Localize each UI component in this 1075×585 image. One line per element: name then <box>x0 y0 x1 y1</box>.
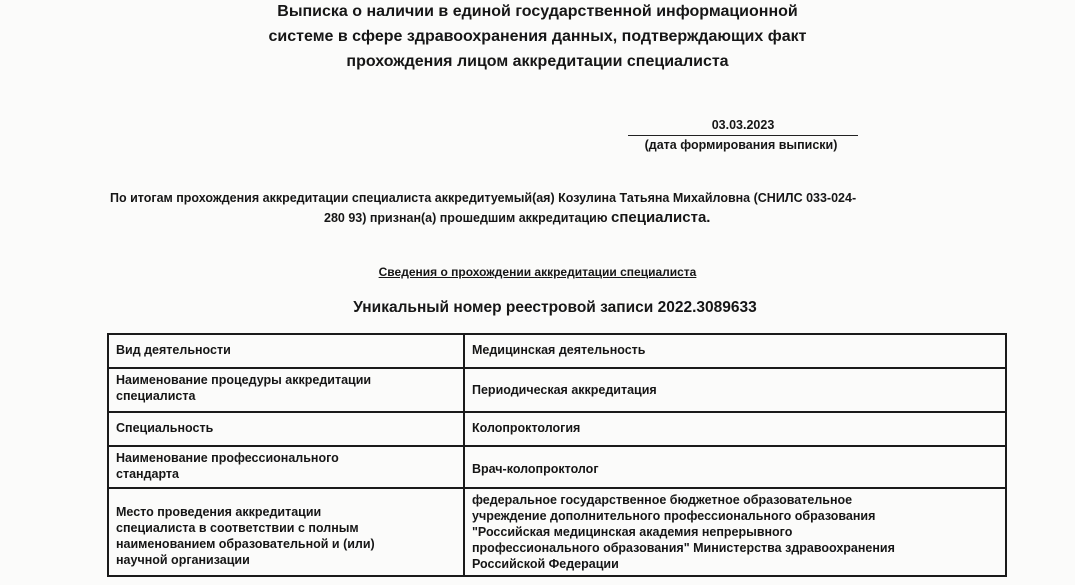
document-title <box>0 0 1075 74</box>
table-cell-label: Вид деятельности <box>108 334 464 368</box>
date-caption: (дата формирования выписки) <box>644 138 838 152</box>
label-line: специалиста в соответствии с полным <box>116 521 359 535</box>
label-line: наименованием образовательной и (или) <box>116 537 375 551</box>
value-line: федеральное государственное бюджетное образовательное <box>472 493 853 507</box>
accreditation-table <box>107 333 1007 577</box>
label-line: Наименование профессионального <box>116 451 339 465</box>
table-cell-label <box>108 368 464 412</box>
label-line: научной организации <box>116 553 250 567</box>
value-text: Врач-колопроктолог <box>472 462 599 476</box>
intro-line-2 <box>110 208 1010 228</box>
label-line: стандарта <box>116 467 180 481</box>
table-row <box>108 446 1006 488</box>
table-cell-label <box>108 446 464 488</box>
value-line: учреждение дополнительного профессионального образования <box>472 509 876 523</box>
table-row <box>108 412 1006 446</box>
value-line: Российской Федерации <box>472 557 619 571</box>
table-cell-value <box>464 488 1006 576</box>
title-line-2: системе в сфере здравоохранения данных, подтверждающих факт <box>268 28 807 45</box>
table-row <box>108 368 1006 412</box>
table-cell-value: Колопроктология <box>464 412 1006 446</box>
section-title: Сведения о прохождении аккредитации специалиста <box>378 265 697 279</box>
table-cell-value <box>464 368 1006 412</box>
table-cell-label <box>108 488 464 576</box>
table-cell-value: Медицинская деятельность <box>464 334 1006 368</box>
label-line: Место проведения аккредитации <box>116 505 322 519</box>
date-value: 03.03.2023 <box>628 117 858 136</box>
intro-line-1: По итогам прохождения аккредитации специалиста аккредитуемый(ая) Козулина Татьяна Михайловна (СНИЛС 033-024- <box>110 191 857 205</box>
table-cell-value <box>464 446 1006 488</box>
value-line: профессионального образования" Министерства здравоохранения <box>472 541 895 555</box>
table-row <box>108 488 1006 576</box>
date-block <box>616 117 866 154</box>
table-row <box>108 334 1006 368</box>
label-line: специалиста <box>116 389 196 403</box>
label-line: Наименование процедуры аккредитации <box>116 373 372 387</box>
registry-number: Уникальный номер реестровой записи 2022.3089633 <box>353 299 757 316</box>
value-text: Периодическая аккредитация <box>472 383 657 397</box>
label-block <box>116 492 456 568</box>
intro-paragraph <box>110 189 1010 228</box>
value-line: "Российская медицинская академия непрерывного <box>472 525 793 539</box>
table-cell-label: Специальность <box>108 412 464 446</box>
intro-line-2-specialist: специалиста. <box>610 209 711 226</box>
title-line-1: Выписка о наличии в единой государственной информационной <box>277 3 798 20</box>
intro-line-2-text: 280 93) признан(а) прошедшим аккредитацию <box>324 211 608 225</box>
title-line-3: прохождения лицом аккредитации специалиста <box>346 53 729 70</box>
